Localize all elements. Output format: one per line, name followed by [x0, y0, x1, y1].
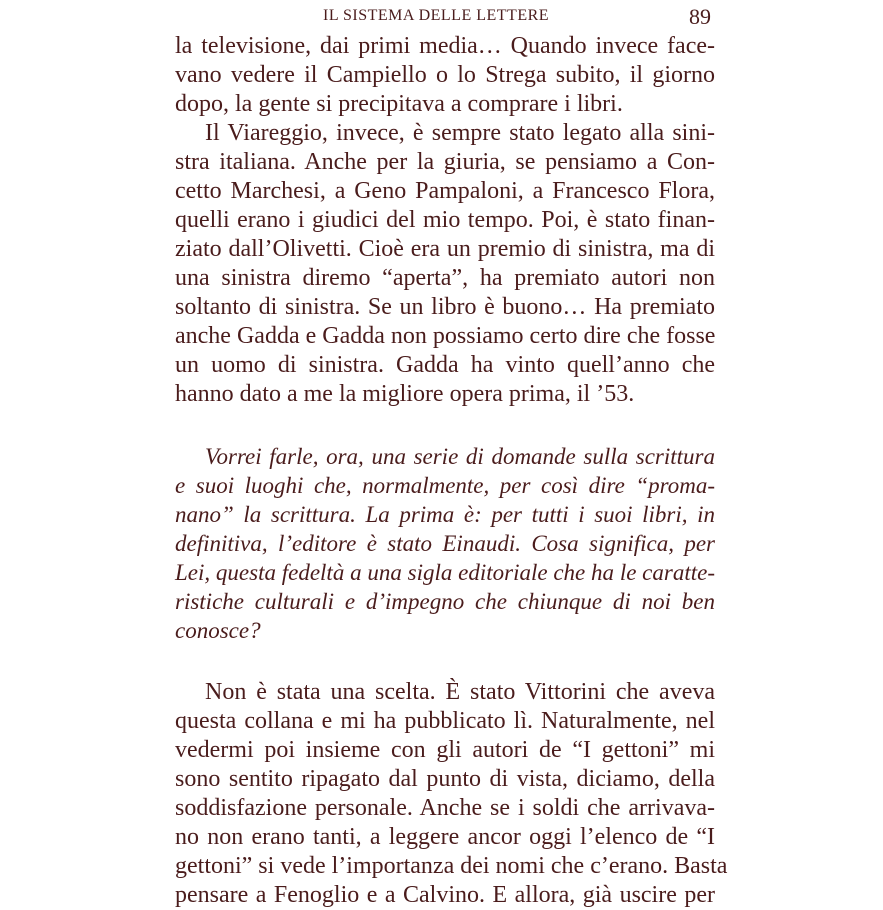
- answer-line: Non è stata una scelta. È stato Vittorini che aveva: [205, 679, 715, 705]
- text-line: dopo, la gente si precipitava a comprare i libri.: [175, 91, 623, 117]
- text-line: cetto Marchesi, a Geno Pampaloni, a Francesco Flora,: [175, 178, 715, 204]
- paragraph-1: [175, 32, 715, 119]
- body-text: [175, 32, 728, 910]
- answer-line: gettoni” si vede l’importanza dei nomi che c’erano. Basta: [175, 853, 728, 879]
- interview-question: [175, 442, 715, 645]
- interview-answer: [175, 678, 728, 910]
- section-gap: [175, 645, 715, 678]
- text-line: Il Viareggio, invece, è sempre stato legato alla sini-: [205, 120, 715, 146]
- running-head: [173, 4, 713, 28]
- question-line: definitiva, l’editore è stato Einaudi. Cosa significa, per: [175, 531, 715, 556]
- answer-line: no non erano tanti, a leggere ancor oggi l’elenco de “I: [175, 824, 715, 850]
- answer-line: pensare a Fenoglio e a Calvino. E allora, già uscire per: [175, 882, 715, 908]
- text-line: anche Gadda e Gadda non possiamo certo dire che fosse: [175, 323, 716, 349]
- text-line: un uomo di sinistra. Gadda ha vinto quell’anno che: [175, 352, 715, 378]
- question-line: nano” la scrittura. La prima è: per tutti i suoi libri, in: [175, 502, 715, 527]
- question-line: e suoi luoghi che, normalmente, per così dire “proma-: [175, 473, 715, 498]
- text-line: soltanto di sinistra. Se un libro è buono… Ha premiato: [175, 294, 715, 320]
- page-number: 89: [689, 4, 711, 29]
- section-gap: [175, 409, 715, 442]
- text-line: stra italiana. Anche per la giuria, se pensiamo a Con-: [175, 149, 715, 175]
- running-title: IL SISTEMA DELLE LETTERE: [323, 7, 550, 24]
- text-line: la televisione, dai primi media… Quando invece face-: [175, 33, 715, 59]
- question-line: ristiche culturali e d’impegno che chiunque di noi ben: [175, 589, 715, 614]
- question-line: conosce?: [175, 618, 261, 643]
- question-line: Vorrei farle, ora, una serie di domande sulla scrittura: [205, 444, 715, 469]
- paragraph-2: [175, 119, 715, 409]
- text-line: ziato dall’Olivetti. Cioè era un premio di sinistra, ma di: [175, 236, 715, 262]
- text-line: vano vedere il Campiello o lo Strega subito, il giorno: [175, 62, 715, 88]
- text-line: hanno dato a me la migliore opera prima, il ’53.: [175, 381, 635, 407]
- text-line: una sinistra diremo “aperta”, ha premiato autori non: [175, 265, 715, 291]
- question-line: Lei, questa fedeltà a una sigla editoriale che ha le caratte-: [175, 560, 715, 585]
- answer-line: sono sentito ripagato dal punto di vista, diciamo, della: [175, 766, 715, 792]
- answer-line: soddisfazione personale. Anche se i soldi che arrivava-: [175, 795, 715, 821]
- text-line: quelli erano i giudici del mio tempo. Poi, è stato finan-: [175, 207, 715, 233]
- answer-line: questa collana e mi ha pubblicato lì. Naturalmente, nel: [175, 708, 715, 734]
- answer-line: vedermi poi insieme con gli autori de “I gettoni” mi: [175, 737, 715, 763]
